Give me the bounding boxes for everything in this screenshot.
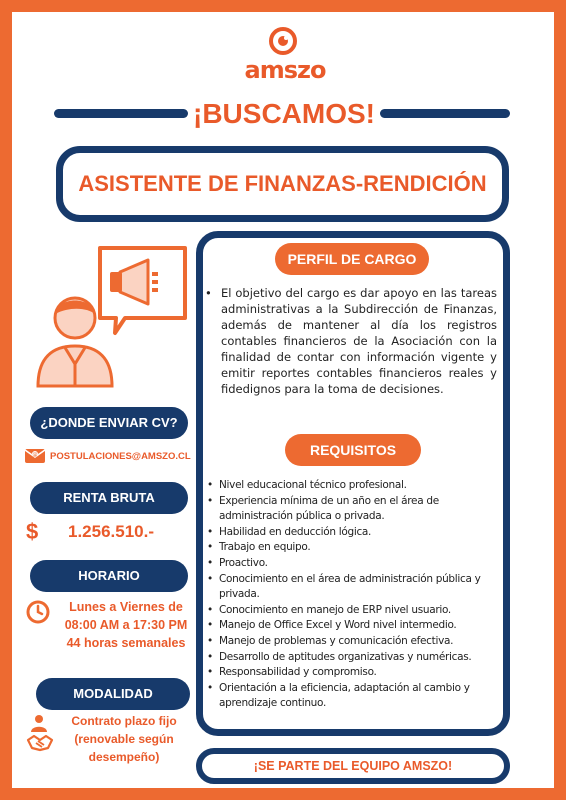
schedule-label: HORARIO bbox=[30, 560, 188, 592]
list-item: • Manejo de Office Excel y Word nivel intermedio. bbox=[205, 618, 501, 634]
email-address[interactable]: POSTULACIONES@AMSZO.CL bbox=[50, 450, 191, 462]
requirements-label: REQUISITOS bbox=[285, 434, 421, 466]
list-item: • Desarrollo de aptitudes organizativas y numéricas. bbox=[205, 650, 501, 666]
profile-description bbox=[205, 285, 497, 397]
list-item: • Conocimiento en manejo de ERP nivel usuario. bbox=[205, 603, 501, 619]
salary-label: RENTA BRUTA bbox=[30, 482, 188, 514]
list-item: • Nivel educacional técnico profesional. bbox=[205, 478, 501, 494]
schedule-block bbox=[26, 598, 196, 658]
headline-bar-left bbox=[54, 109, 188, 118]
megaphone-person-icon bbox=[30, 238, 190, 388]
email-row bbox=[24, 447, 191, 465]
svg-text:@: @ bbox=[32, 452, 38, 459]
contract-line: desempeño) bbox=[88, 750, 160, 764]
envelope-icon bbox=[24, 448, 46, 464]
job-title-box bbox=[56, 146, 509, 222]
schedule-line: 44 horas semanales bbox=[66, 636, 186, 650]
list-item: • Proactivo. bbox=[205, 556, 501, 572]
where-to-send-cv-label: ¿DONDE ENVIAR CV? bbox=[30, 407, 188, 439]
modality-label: MODALIDAD bbox=[36, 678, 190, 710]
list-item: • Conocimiento en el área de administración pública y privada. bbox=[205, 572, 501, 603]
headline: ¡BUSCAMOS! bbox=[193, 98, 375, 129]
list-item: • Orientación a la eficiencia, adaptación al cambio y aprendizaje continuo. bbox=[205, 681, 501, 712]
contract-text bbox=[48, 712, 200, 766]
target-eye-icon bbox=[268, 26, 298, 56]
footer-box bbox=[196, 748, 510, 784]
list-item: • Habilidad en deducción lógica. bbox=[205, 525, 501, 541]
salary-row bbox=[26, 520, 154, 544]
headline-bar-right bbox=[380, 109, 510, 118]
schedule-line: Lunes a Viernes de bbox=[69, 600, 183, 614]
profile-label: PERFIL DE CARGO bbox=[275, 243, 429, 275]
dollar-symbol: $ bbox=[26, 519, 39, 544]
salary-amount: 1.256.510.- bbox=[68, 522, 155, 541]
schedule-text bbox=[48, 598, 204, 652]
clock-icon bbox=[26, 600, 50, 624]
bullet: • bbox=[205, 286, 212, 300]
list-item: • Manejo de problemas y comunicación efectiva. bbox=[205, 634, 501, 650]
person-icon bbox=[30, 714, 48, 732]
list-item: • Trabajo en equipo. bbox=[205, 540, 501, 556]
brand-name: amszo bbox=[244, 56, 326, 84]
contract-block bbox=[26, 712, 196, 768]
footer-tagline: ¡SE PARTE DEL EQUIPO AMSZO! bbox=[253, 759, 453, 773]
schedule-line: 08:00 AM a 17:30 PM bbox=[64, 618, 188, 632]
list-item: • Experiencia mínima de un año en el área de administración pública o privada. bbox=[205, 494, 501, 525]
job-title: ASISTENTE DE FINANZAS-RENDICIÓN bbox=[78, 171, 487, 196]
profile-text: El objetivo del cargo es dar apoyo en las tareas administrativas a la Subdirección de Finanzas, además de mantener al día los registros contables financieros de la Asociación con la finalidad de contar con información vigente y emitir reportes contables financieros reales y fidedignos para la toma de decisiones. bbox=[221, 286, 497, 396]
contract-line: Contrato plazo fijo bbox=[71, 714, 177, 728]
brand-logo bbox=[240, 26, 330, 92]
requirements-list bbox=[205, 478, 501, 712]
contract-line: (renovable según bbox=[74, 732, 174, 746]
list-item: • Responsabilidad y compromiso. bbox=[205, 665, 501, 681]
